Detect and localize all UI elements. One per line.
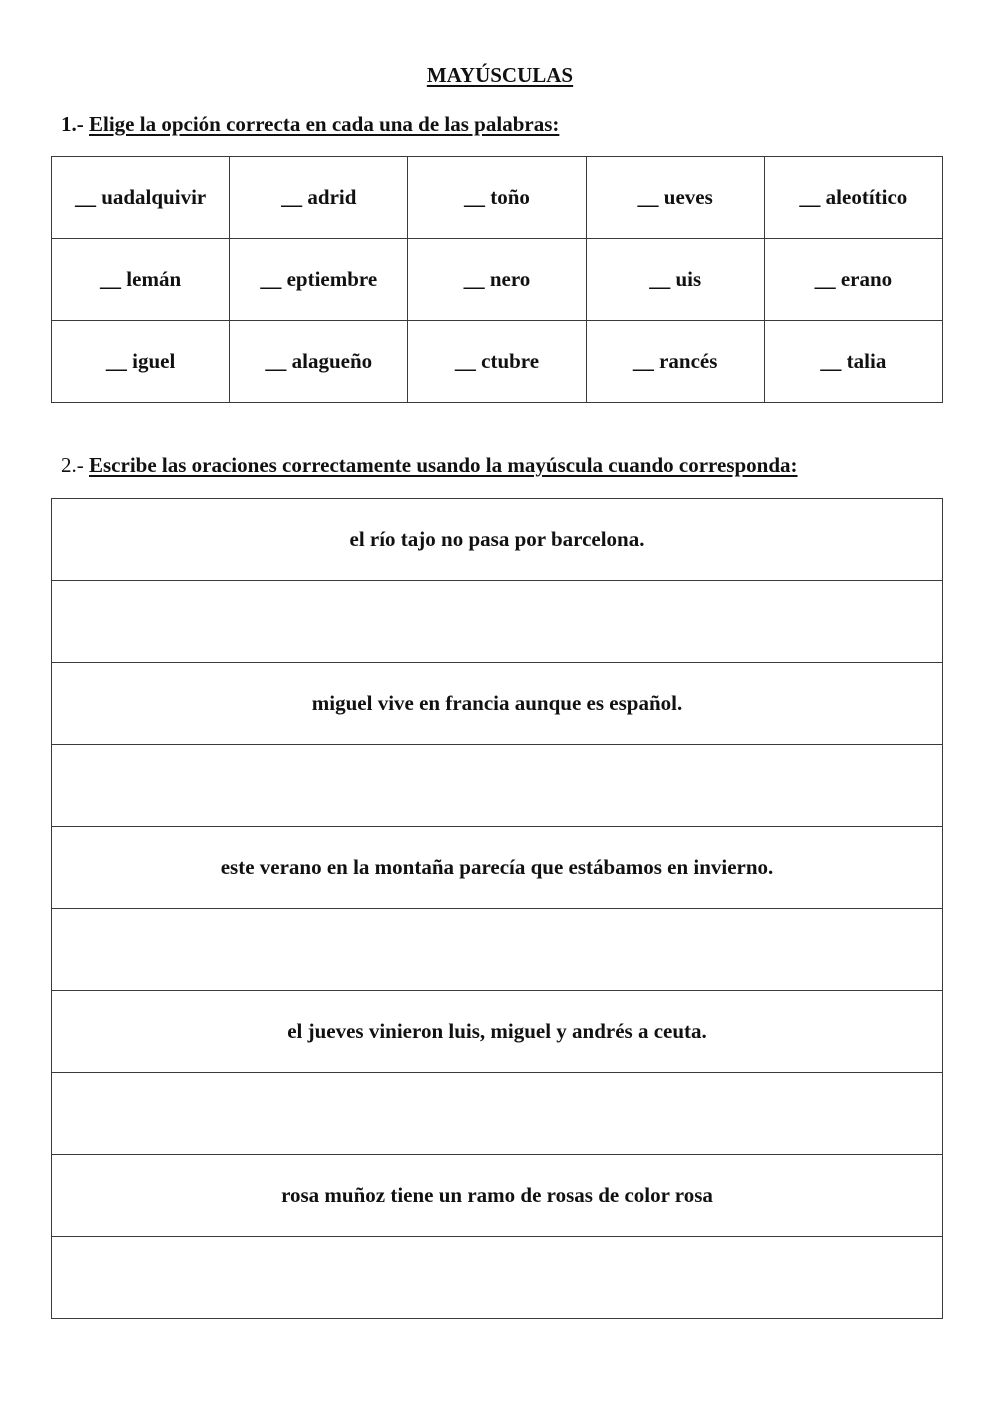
answer-line[interactable] [52,1237,943,1319]
word-cell[interactable]: __ alagueño [230,321,408,403]
exercise-1-number: 1.- [61,112,84,136]
page-title-text: MAYÚSCULAS [426,63,574,87]
table-row [52,157,943,239]
exercise-2-heading [61,452,798,478]
table-row [52,499,943,581]
word-cell[interactable]: __ uis [586,239,764,321]
exercise-1-instruction: Elige la opción correcta en cada una de las palabras: [89,112,560,136]
table-row [52,909,943,991]
table-row [52,321,943,403]
word-cell[interactable]: __ toño [408,157,586,239]
word-cell[interactable]: __ iguel [52,321,230,403]
word-cell[interactable]: __ aleotítico [764,157,942,239]
exercise-2-instruction: Escribe las oraciones correctamente usando la mayúscula cuando corresponda: [89,453,798,477]
sentence-cell: miguel vive en francia aunque es español. [52,663,943,745]
sentence-cell: el río tajo no pasa por barcelona. [52,499,943,581]
exercise-1-heading [61,111,559,137]
word-completion-table [51,156,943,403]
page-title [0,62,1000,88]
word-cell[interactable]: __ erano [764,239,942,321]
table-row [52,1073,943,1155]
answer-line[interactable] [52,909,943,991]
word-cell[interactable]: __ lemán [52,239,230,321]
exercise-2-number: 2.- [61,453,84,477]
table-row [52,745,943,827]
word-cell[interactable]: __ eptiembre [230,239,408,321]
table-row [52,239,943,321]
word-cell[interactable]: __ adrid [230,157,408,239]
sentence-rewrite-table [51,498,943,1319]
answer-line[interactable] [52,1073,943,1155]
word-cell[interactable]: __ nero [408,239,586,321]
answer-line[interactable] [52,745,943,827]
table-row [52,1155,943,1237]
sentence-cell: rosa muñoz tiene un ramo de rosas de color rosa [52,1155,943,1237]
table-row [52,827,943,909]
word-cell[interactable]: __ uadalquivir [52,157,230,239]
table-row [52,991,943,1073]
answer-line[interactable] [52,581,943,663]
sentence-cell: este verano en la montaña parecía que estábamos en invierno. [52,827,943,909]
sentence-cell: el jueves vinieron luis, miguel y andrés a ceuta. [52,991,943,1073]
word-cell[interactable]: __ ctubre [408,321,586,403]
word-cell[interactable]: __ rancés [586,321,764,403]
table-row [52,663,943,745]
word-cell[interactable]: __ ueves [586,157,764,239]
table-row [52,581,943,663]
table-row [52,1237,943,1319]
word-cell[interactable]: __ talia [764,321,942,403]
